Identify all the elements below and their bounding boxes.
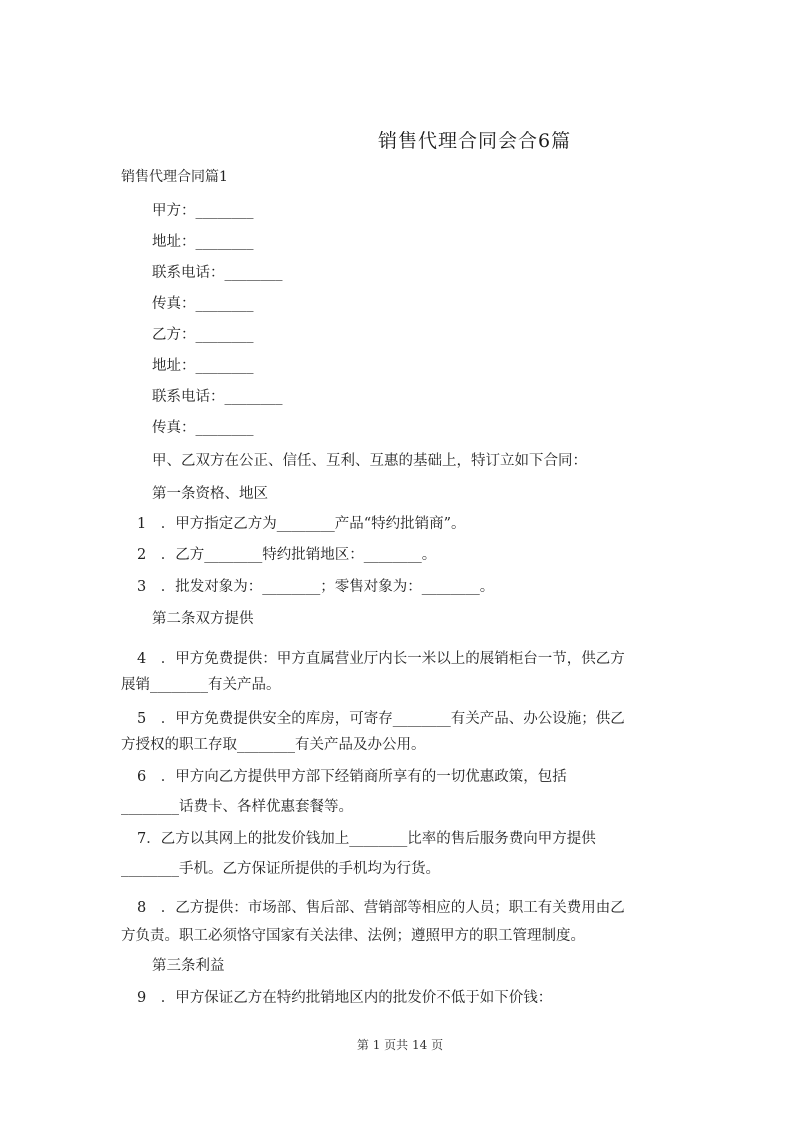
article-heading: 第二条双方提供 — [152, 611, 254, 627]
clause-item-continuation: 方授权的职工存取________有关产品及办公用。 — [121, 737, 426, 753]
clause-item: 3 ．批发对象为：________；零售对象为：________。 — [137, 579, 495, 595]
preamble-paragraph: 甲、乙双方在公正、信任、互利、互惠的基础上，特订立如下合同： — [152, 453, 587, 469]
clause-item-continuation: ________话费卡、各样优惠套餐等。 — [121, 799, 353, 815]
party-a-line: 甲方：________ — [152, 203, 254, 219]
party-a-phone-line: 联系电话：________ — [152, 265, 283, 281]
party-a-fax-line: 传真：________ — [152, 296, 254, 312]
clause-item: 7．乙方以其网上的批发价钱加上________比率的售后服务费向甲方提供 — [137, 831, 596, 847]
clause-item-continuation: 展销________有关产品。 — [121, 677, 281, 693]
clause-item: 2 ．乙方________特约批销地区：________。 — [137, 547, 437, 563]
clause-item: 4 ．甲方免费提供：甲方直属营业厅内长一米以上的展销柜台一节，供乙方 — [137, 651, 625, 667]
party-b-address-line: 地址：________ — [152, 358, 254, 374]
clause-item-continuation: ________手机。乙方保证所提供的手机均为行货。 — [121, 861, 440, 877]
clause-item: 5 ．甲方免费提供安全的库房，可寄存________有关产品、办公设施；供乙 — [137, 711, 625, 727]
party-a-address-line: 地址：________ — [152, 234, 254, 250]
clause-item: 1 ．甲方指定乙方为________产品“特约批销商”。 — [137, 516, 466, 532]
clause-item: 9 ．甲方保证乙方在特约批销地区内的批发价不低于如下价钱： — [137, 990, 553, 1006]
party-b-fax-line: 传真：________ — [152, 420, 254, 436]
page-footer: 第 1 页共 14 页 — [356, 1038, 444, 1052]
section-heading: 销售代理合同篇1 — [121, 169, 228, 185]
party-b-phone-line: 联系电话：________ — [152, 389, 283, 405]
clause-item-continuation: 方负责。职工必须恪守国家有关法律、法例；遵照甲方的职工管理制度。 — [121, 928, 585, 944]
document-title: 销售代理合同会合6篇 — [378, 130, 572, 152]
article-heading: 第三条利益 — [152, 958, 225, 974]
clause-item: 8 ．乙方提供：市场部、售后部、营销部等相应的人员；职工有关费用由乙 — [137, 900, 625, 916]
article-heading: 第一条资格、地区 — [152, 486, 268, 502]
party-b-line: 乙方：________ — [152, 327, 254, 343]
clause-item: 6 ．甲方向乙方提供甲方部下经销商所享有的一切优惠政策，包括 — [137, 769, 567, 785]
